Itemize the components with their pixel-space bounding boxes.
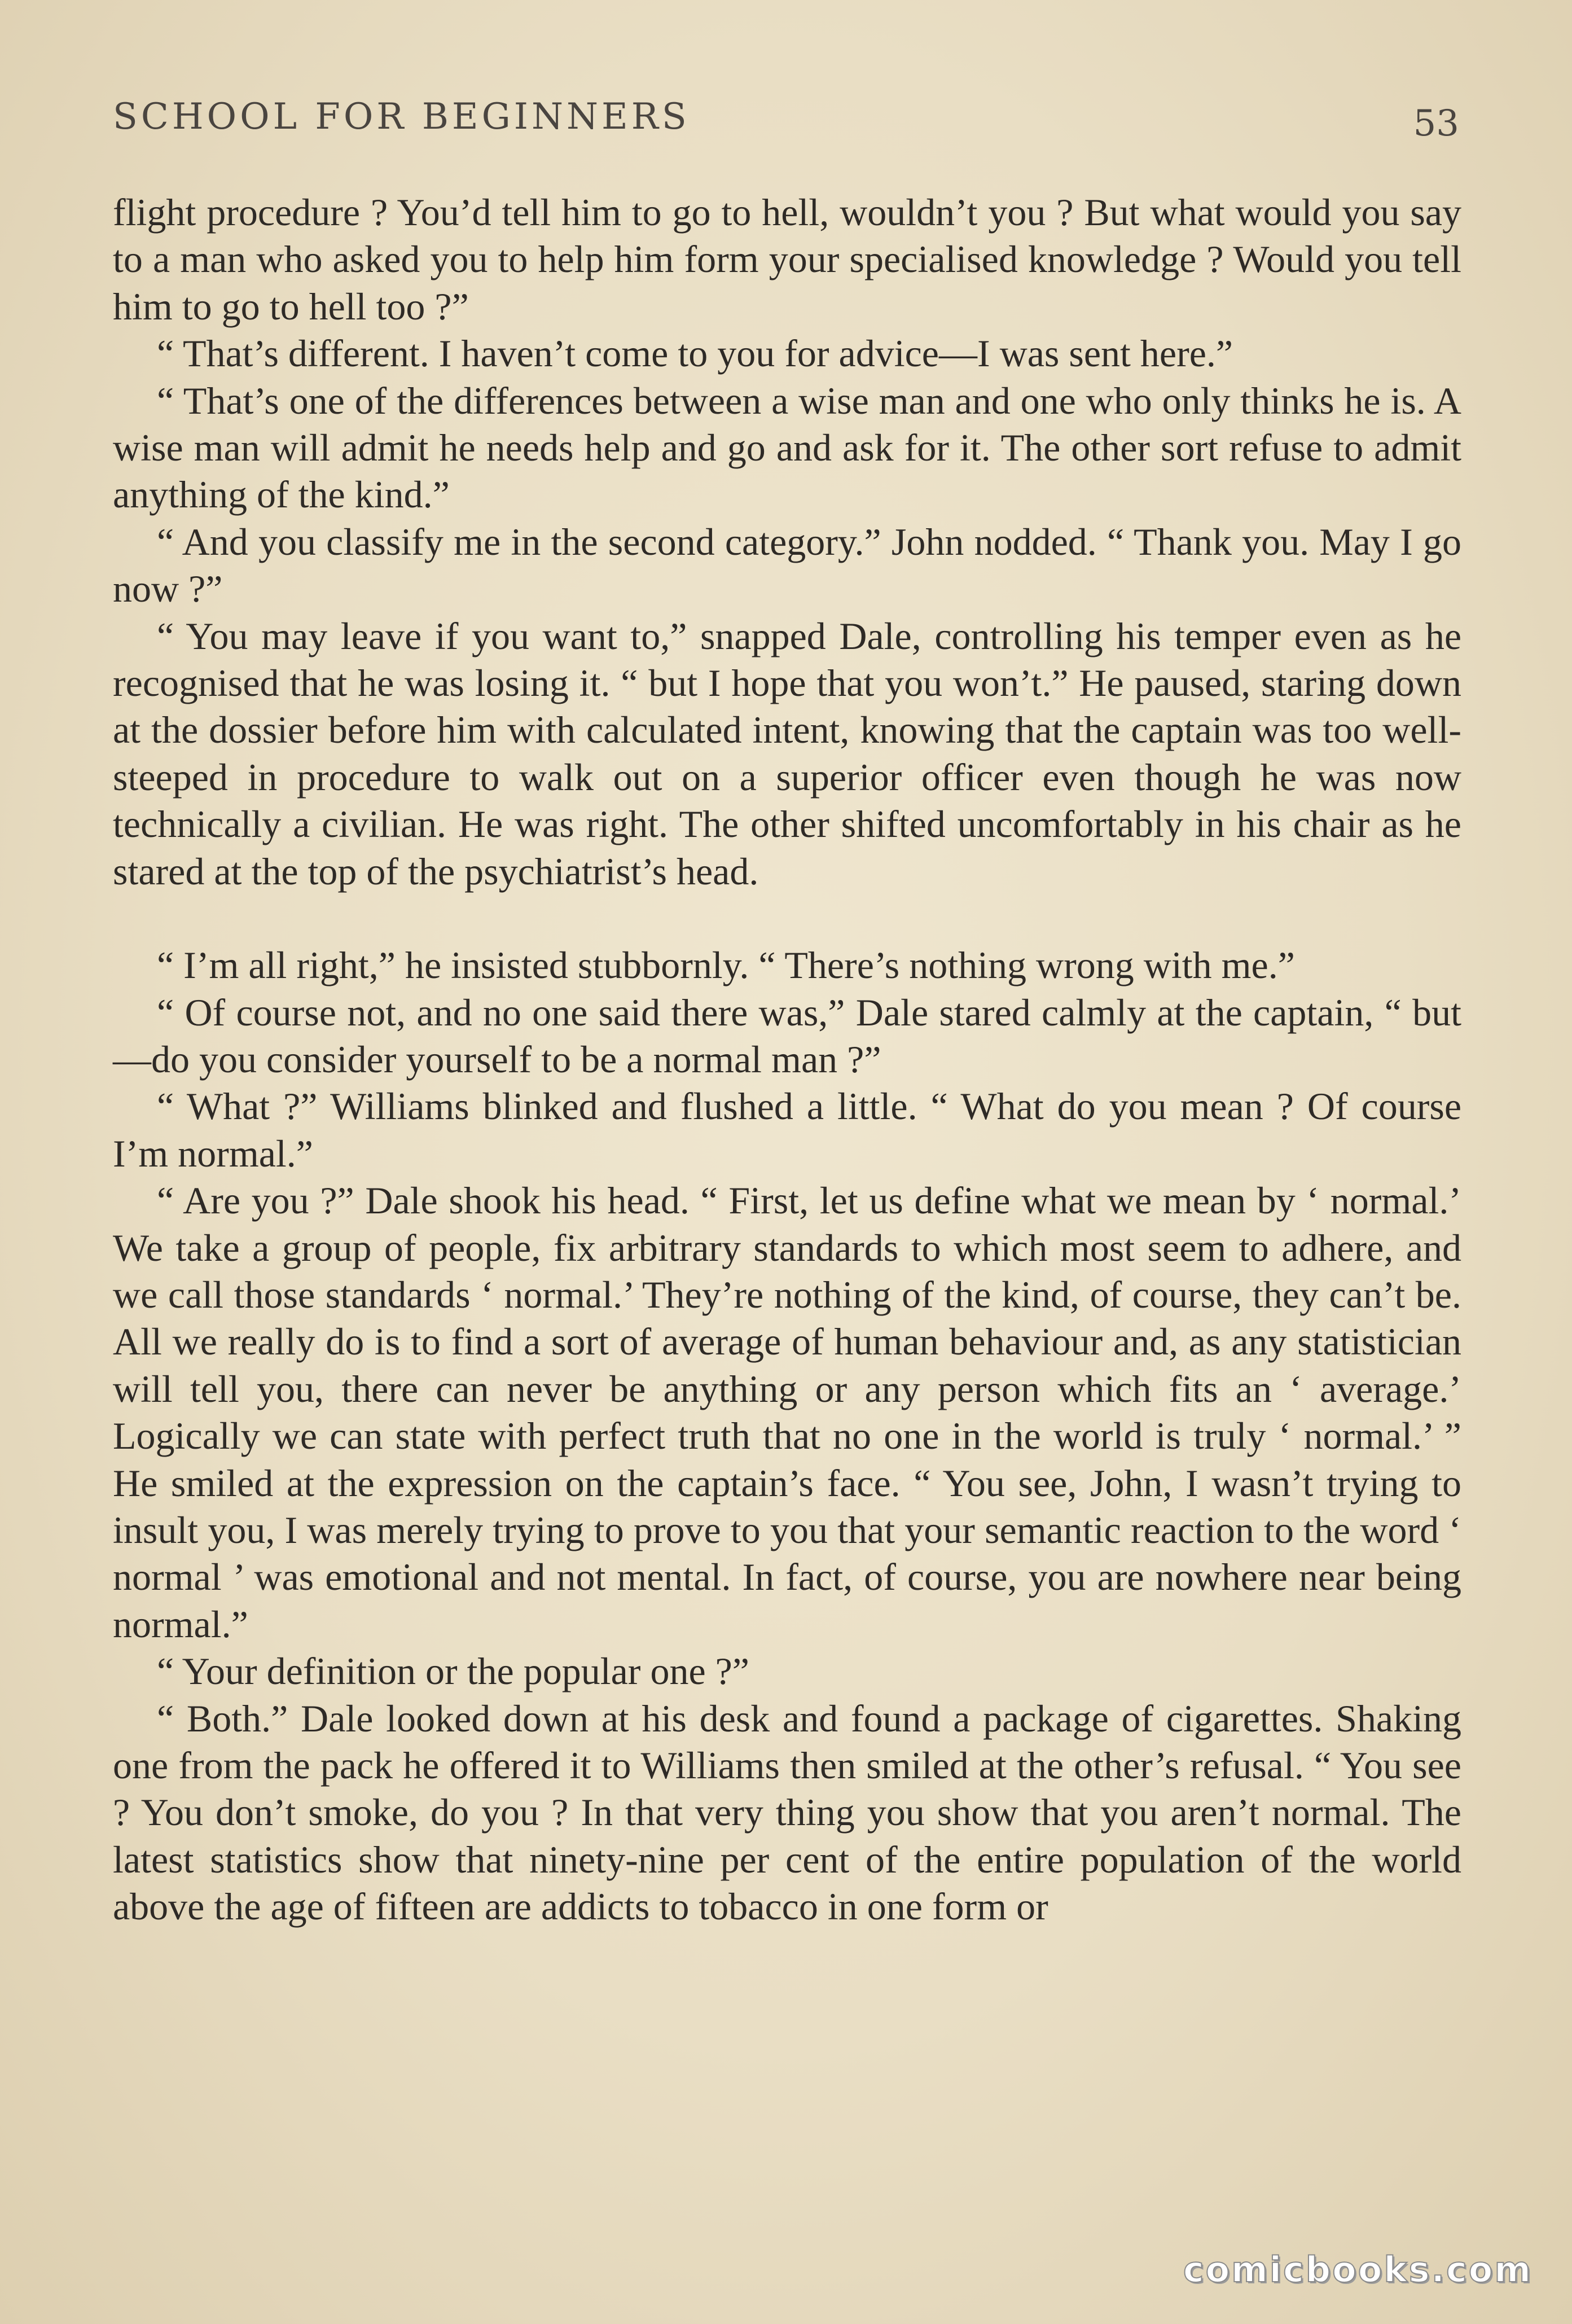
paragraph: “ That’s different. I haven’t come to you for advice—I was sent here.” [157,332,1233,375]
chapter-title: SCHOOL FOR BEGINNERS [113,96,690,138]
paragraph: “ That’s one of the differences between a wise man and one who only thinks he is. A wise man will admit he needs help and go and ask for it. The other sort refuse to admit anything of the kind.” [113,379,1461,516]
paragraph: “ I’m all right,” he insisted stubbornly. “ There’s nothing wrong with me.” [157,944,1295,987]
paragraph: “ You may leave if you want to,” snapped Dale, controlling his temper even as he recognised that he was losing it. “ but I hope that you won’t.” He paused, staring down at the dossier before him with calculated intent, knowing that the captain was too well-steeped in procedure to walk out on a superior officer even though he was now technically a civilian. He was right. The other shifted uncomfortably in his chair as he stared at the top of the psychiatrist’s head. [113,614,1461,893]
paragraph: “ Both.” Dale looked down at his desk and found a package of cigarettes. Shaking one from the pack he offered it to Williams then smiled at the other’s refusal. “ You see ? You don’t smoke, do you ? In that very thing you show that you aren’t normal. The latest statistics show that ninety-nine per cent of the entire population of the world above the age of fifteen are addicts to tobacco in one form or [113,1696,1461,1928]
paragraph: “ And you classify me in the second category.” John nodded. “ Thank you. May I go now ?” [113,520,1461,611]
running-head [113,96,1459,152]
paragraph: “ Are you ?” Dale shook his head. “ First, let us define what we mean by ‘ normal.’ We take a group of people, fix arbitrary standards to which most seem to adhere, and we call those standards ‘ normal.’ They’re nothing of the kind, of course, they can’t be. All we really do is to find a sort of average of human behaviour and, as any statistician will tell you, there can never be anything or any person which fits an ‘ average.’ Logically we can state with perfect truth that no one in the world is truly ‘ normal.’ ” He smiled at the expression on the captain’s face. “ You see, John, I wasn’t trying to insult you, I was merely trying to prove to you that your semantic reaction to the word ‘ normal ’ was emotional and not mental. In fact, of course, you are nowhere near being normal.” [113,1179,1461,1646]
body-text [113,189,1461,1931]
paragraph: flight procedure ? You’d tell him to go to hell, wouldn’t you ? But what would you say to a man who asked you to help him form your specialised knowledge ? Would you tell him to go to hell too ?” [113,191,1461,328]
paragraph: “ What ?” Williams blinked and flushed a little. “ What do you mean ? Of course I’m normal.” [113,1085,1461,1175]
paragraph: “ Your definition or the popular one ?” [157,1650,749,1693]
paragraph: “ Of course not, and no one said there was,” Dale stared calmly at the captain, “ but—do you consider yourself to be a normal man ?” [113,990,1461,1081]
watermark: comicbooks.com [1183,2249,1533,2290]
page-number: 53 [1413,103,1459,144]
